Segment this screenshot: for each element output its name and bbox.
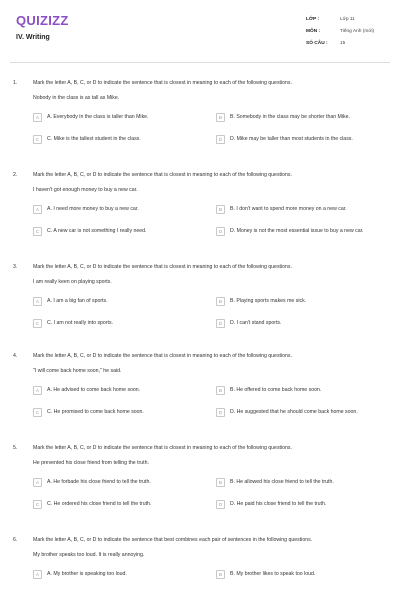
question-stem: I haven't got enough money to buy a new car.: [33, 187, 138, 193]
option-letter-box[interactable]: B: [216, 570, 225, 579]
answer-option[interactable]: [33, 382, 216, 398]
option-text: A. He advised to come back home soon.: [47, 387, 141, 393]
option-text: A. I am a big fan of sports.: [47, 298, 108, 304]
question-block: [0, 172, 400, 239]
meta-label: SỐ CÂU :: [306, 41, 328, 46]
answer-option[interactable]: [216, 109, 386, 125]
question-prompt: Mark the letter A, B, C, or D to indicate the sentence that is closest in meaning to each of the following questions.: [33, 445, 292, 451]
option-letter-box[interactable]: A: [33, 113, 42, 122]
question-number: 3.: [13, 264, 18, 270]
option-text: C. He ordered his close friend to tell the truth.: [47, 501, 152, 507]
option-text: C. A new car is not something I really need.: [47, 228, 147, 234]
option-text: A. My brother is speaking too loud.: [47, 571, 127, 577]
option-text: C. He promised to come back home soon.: [47, 409, 144, 415]
question-prompt: Mark the letter A, B, C, or D to indicate the sentence that best combines each pair of sentences in the following questions.: [33, 537, 313, 543]
question-stem: Nobody in the class is as tall as Mike.: [33, 95, 120, 101]
answer-option[interactable]: [33, 496, 216, 512]
meta-value: Lớp 11: [340, 17, 355, 22]
answer-option[interactable]: [216, 201, 386, 217]
question-number: 5.: [13, 445, 18, 451]
question-prompt: Mark the letter A, B, C, or D to indicate the sentence that is closest in meaning to each of the following questions.: [33, 353, 292, 359]
question-prompt: Mark the letter A, B, C, or D to indicate the sentence that is closest in meaning to each of the following questions.: [33, 264, 292, 270]
option-letter-box[interactable]: B: [216, 478, 225, 487]
answer-option[interactable]: [216, 404, 386, 420]
meta-row-count: [306, 38, 374, 50]
meta-value: 15: [340, 41, 346, 46]
answer-option[interactable]: [33, 404, 216, 420]
question-stem: I am really keen on playing sports.: [33, 279, 112, 285]
option-letter-box[interactable]: C: [33, 500, 42, 509]
option-letter-box[interactable]: D: [216, 319, 225, 328]
answer-option[interactable]: [216, 223, 386, 239]
question-stem: My brother speaks too loud. It is really annoying.: [33, 552, 145, 558]
option-text: D. He suggested that he should come back home soon.: [230, 409, 358, 415]
answer-option[interactable]: [216, 315, 386, 331]
answer-options: [33, 566, 386, 582]
option-text: D. Mike may be taller than most students in the class.: [230, 136, 353, 142]
option-letter-box[interactable]: D: [216, 227, 225, 236]
option-text: B. He allowed his close friend to tell the truth.: [230, 479, 334, 485]
option-letter-box[interactable]: B: [216, 113, 225, 122]
question-stem: He prevented his close friend from telling the truth.: [33, 460, 149, 466]
section-title: IV. Writing: [16, 34, 50, 41]
option-letter-box[interactable]: A: [33, 297, 42, 306]
answer-options: [33, 382, 386, 420]
option-text: A. I need more money to buy a new car.: [47, 206, 139, 212]
question-number: 4.: [13, 353, 18, 359]
question-block: [0, 80, 400, 147]
question-block: [0, 353, 400, 420]
option-letter-box[interactable]: C: [33, 319, 42, 328]
answer-option[interactable]: [216, 293, 386, 309]
option-letter-box[interactable]: C: [33, 408, 42, 417]
answer-option[interactable]: [216, 566, 386, 582]
meta-info: [306, 14, 374, 50]
question-prompt: Mark the letter A, B, C, or D to indicate the sentence that is closest in meaning to each of the following questions.: [33, 80, 292, 86]
answer-option[interactable]: [33, 223, 216, 239]
option-letter-box[interactable]: D: [216, 408, 225, 417]
answer-option[interactable]: [216, 131, 386, 147]
option-text: C. I am not really into sports.: [47, 320, 114, 326]
option-letter-box[interactable]: C: [33, 227, 42, 236]
answer-option[interactable]: [216, 382, 386, 398]
option-text: B. Somebody in the class may be shorter than Mike.: [230, 114, 350, 120]
option-text: A. Everybody in the class is taller than Mike.: [47, 114, 149, 120]
quizizz-logo: QUIZIZZ: [16, 13, 69, 28]
meta-value: Tiếng Anh (mới): [340, 29, 375, 34]
question-stem: "I will come back home soon," he said.: [33, 368, 122, 374]
option-text: D. He paid his close friend to tell the truth.: [230, 501, 327, 507]
option-letter-box[interactable]: D: [216, 135, 225, 144]
answer-option[interactable]: [33, 109, 216, 125]
answer-option[interactable]: [33, 474, 216, 490]
worksheet-header: [0, 0, 400, 62]
answer-options: [33, 474, 386, 512]
option-letter-box[interactable]: C: [33, 135, 42, 144]
option-text: A. He forbade his close friend to tell the truth.: [47, 479, 151, 485]
meta-row-class: [306, 14, 374, 26]
option-text: D. Money is not the most essential issue to buy a new car.: [230, 228, 364, 234]
option-text: B. Playing sports makes me sick.: [230, 298, 307, 304]
question-number: 2.: [13, 172, 18, 178]
answer-option[interactable]: [33, 315, 216, 331]
answer-options: [33, 201, 386, 239]
question-number: 1.: [13, 80, 18, 86]
option-text: B. He offered to come back home soon.: [230, 387, 322, 393]
question-prompt: Mark the letter A, B, C, or D to indicate the sentence that is closest in meaning to each of the following questions.: [33, 172, 292, 178]
answer-option[interactable]: [33, 131, 216, 147]
question-block: [0, 445, 400, 512]
question-block: [0, 537, 400, 582]
question-block: [0, 264, 400, 331]
meta-label: LỚP :: [306, 17, 320, 22]
answer-options: [33, 109, 386, 147]
option-letter-box[interactable]: A: [33, 570, 42, 579]
option-letter-box[interactable]: B: [216, 205, 225, 214]
option-letter-box[interactable]: A: [33, 386, 42, 395]
answer-options: [33, 293, 386, 331]
answer-option[interactable]: [33, 566, 216, 582]
option-text: B. I don't want to spend more money on a new car.: [230, 206, 347, 212]
meta-row-subject: [306, 26, 374, 38]
option-text: C. Mike is the tallest student in the class.: [47, 136, 141, 142]
answer-option[interactable]: [216, 474, 386, 490]
question-number: 6.: [13, 537, 18, 543]
answer-option[interactable]: [216, 496, 386, 512]
option-letter-box[interactable]: A: [33, 478, 42, 487]
option-letter-box[interactable]: D: [216, 500, 225, 509]
option-text: B. My brother likes to speak too loud.: [230, 571, 316, 577]
option-letter-box[interactable]: B: [216, 386, 225, 395]
answer-option[interactable]: [33, 293, 216, 309]
answer-option[interactable]: [33, 201, 216, 217]
option-letter-box[interactable]: A: [33, 205, 42, 214]
header-divider: [10, 62, 390, 63]
option-letter-box[interactable]: B: [216, 297, 225, 306]
option-text: D. I can't stand sports.: [230, 320, 282, 326]
meta-label: MÔN :: [306, 29, 321, 34]
